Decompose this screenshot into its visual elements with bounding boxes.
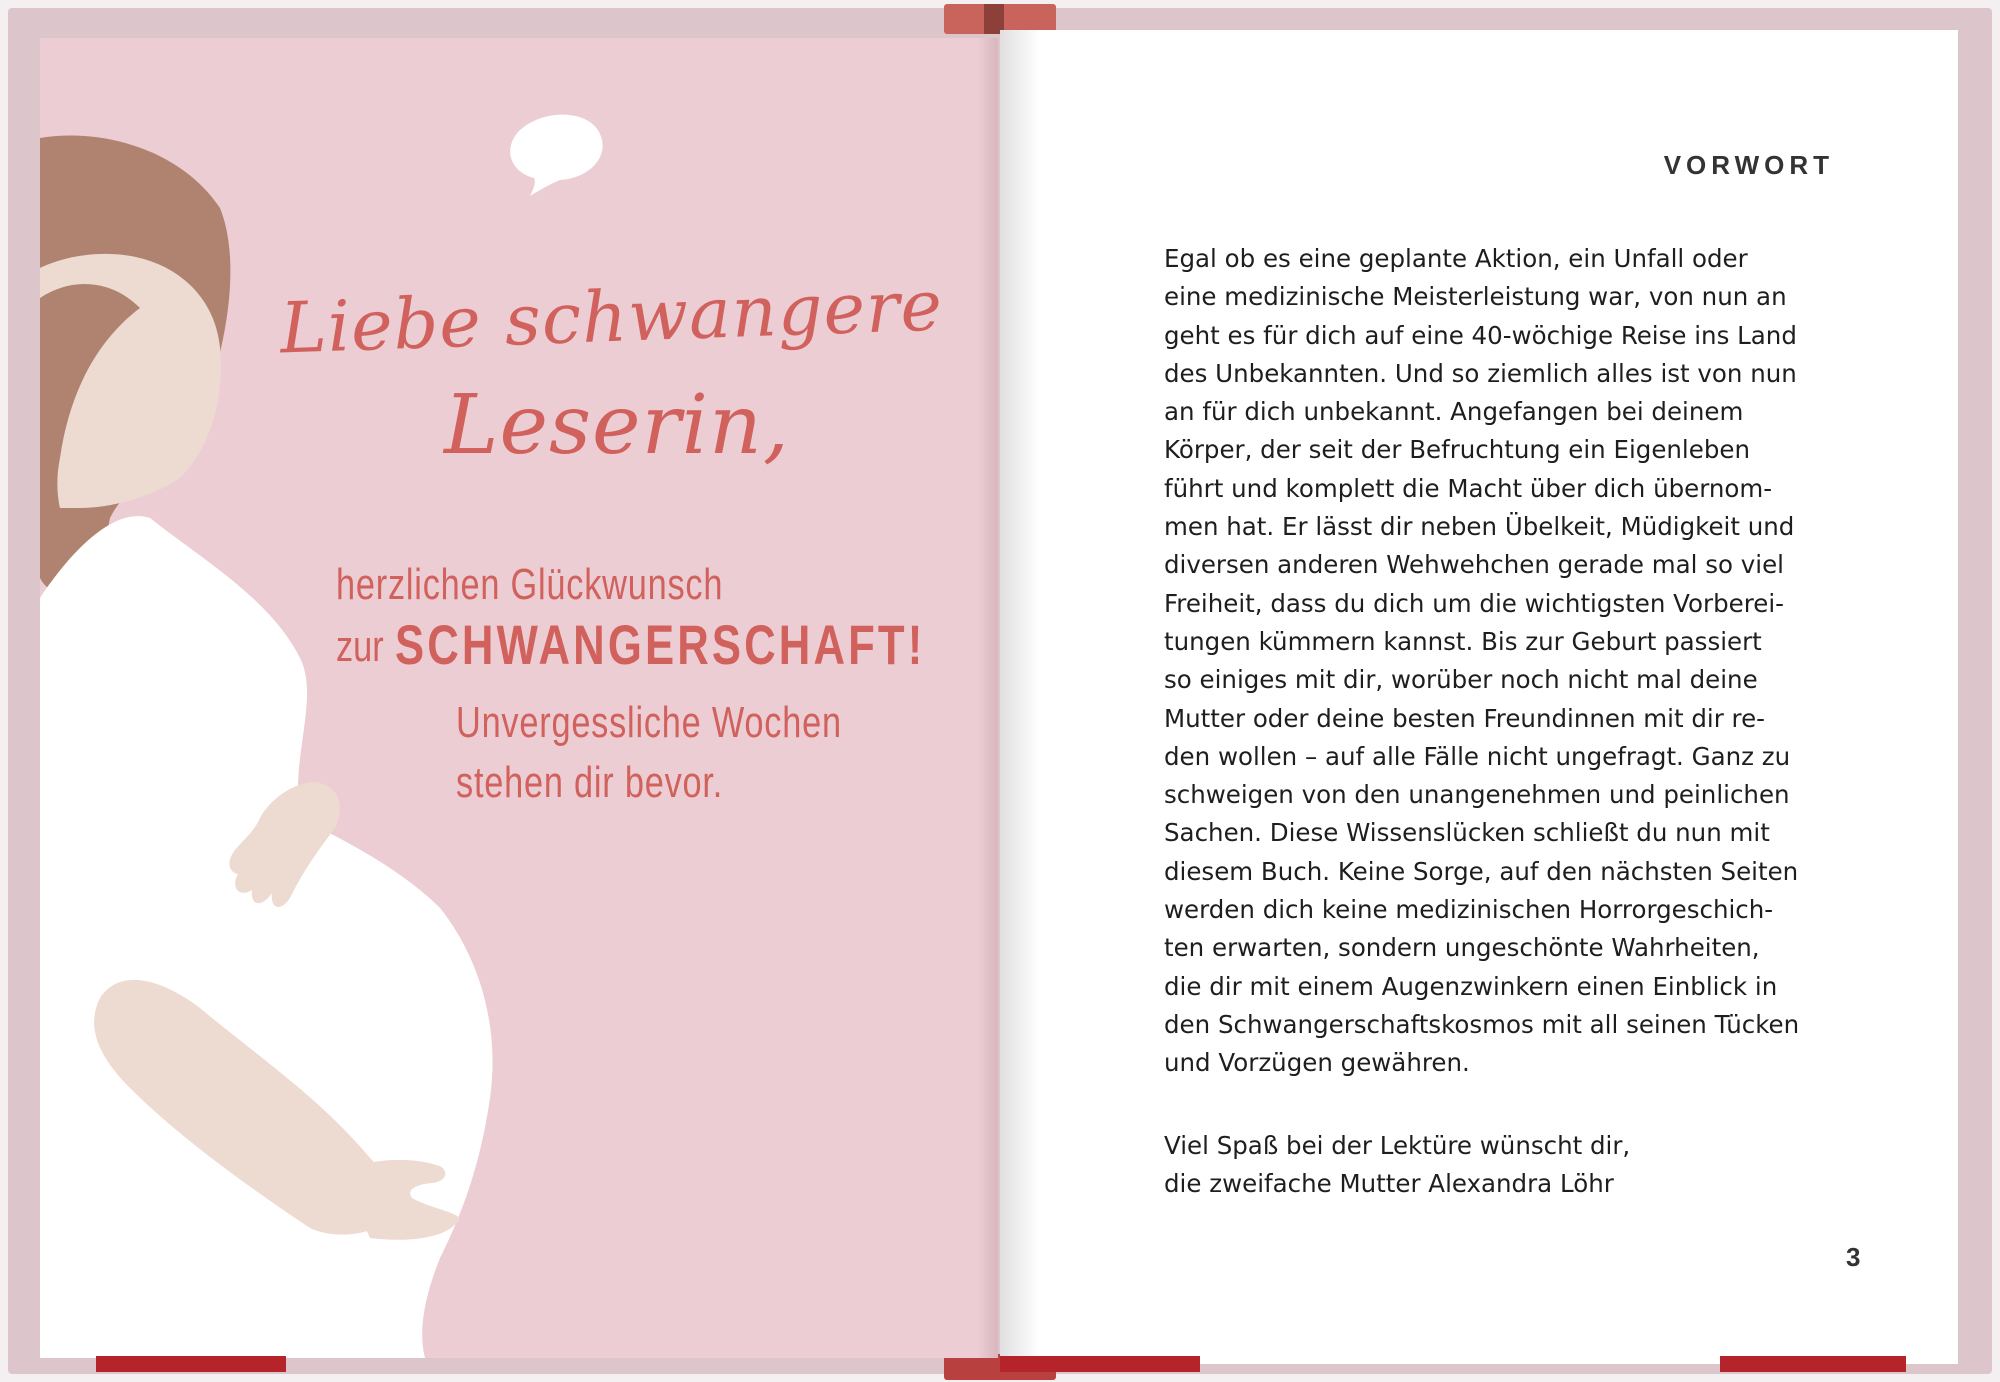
body-line: Freiheit, dass du dich um die wichtigsten Vorberei-	[1164, 588, 1784, 618]
body-line: tungen kümmern kannst. Bis zur Geburt passiert	[1164, 626, 1762, 656]
right-gutter-shadow	[1000, 30, 1040, 1364]
speech-bubble-icon	[510, 115, 602, 196]
body-line: den Schwangerschaftskosmos mit all seinen Tücken	[1164, 1009, 1800, 1039]
ribbon-bottom-left	[96, 1356, 286, 1372]
body-line: die dir mit einem Augenzwinkern einen Einblick in	[1164, 971, 1778, 1001]
greeting-line1: herzlichen Glückwunsch	[336, 560, 724, 609]
body-line: werden dich keine medizinischen Horrorgeschich-	[1164, 895, 1774, 925]
body-line: Sachen. Diese Wissenslücken schließt du nun mit	[1164, 818, 1770, 848]
foreword-body	[1164, 240, 1864, 1083]
ribbon-bottom-right	[1720, 1356, 1906, 1372]
body-line: an für dich unbekannt. Angefangen bei deinem	[1164, 397, 1744, 427]
body-line: und Vorzügen gewähren.	[1164, 1048, 1470, 1078]
greeting-line4: stehen dir bevor.	[456, 758, 724, 807]
body-line: Mutter oder deine besten Freundinnen mit dir re-	[1164, 703, 1766, 733]
closing-line2: die zweifache Mutter Alexandra Löhr	[1164, 1169, 1614, 1199]
script-title-line2: Leserin,	[444, 378, 790, 473]
closing-line1: Viel Spaß bei der Lektüre wünscht dir,	[1164, 1131, 1631, 1160]
section-title: VORWORT	[1663, 150, 1834, 180]
body-line: diesem Buch. Keine Sorge, auf den nächsten Seiten	[1164, 856, 1799, 886]
script-title-line1: Liebe schwangere	[278, 264, 945, 370]
body-line: Körper, der seit der Befruchtung ein Eigenleben	[1164, 435, 1750, 465]
greeting-line2-emphasis: SCHWANGERSCHAFT!	[395, 613, 926, 676]
body-line: führt und komplett die Macht über dich übernom-	[1164, 473, 1773, 503]
body-line: geht es für dich auf eine 40-wöchige Reise ins Land	[1164, 320, 1797, 350]
greeting-line2-prefix: zur	[336, 622, 384, 671]
left-gutter-shadow	[978, 38, 998, 1358]
body-line: ten erwarten, sondern ungeschönte Wahrheiten,	[1164, 933, 1760, 963]
body-line: den wollen – auf alle Fälle nicht ungefragt. Ganz zu	[1164, 741, 1791, 771]
ribbon-bottom-middle	[1000, 1356, 1200, 1372]
body-line: diversen anderen Wehwehchen gerade mal so viel	[1164, 550, 1784, 580]
body-line: des Unbekannten. Und so ziemlich alles ist von nun	[1164, 358, 1797, 388]
foreword-closing	[1164, 1127, 1864, 1204]
left-page	[40, 38, 998, 1358]
body-line: schweigen von den unangenehmen und peinlichen	[1164, 780, 1790, 810]
right-page	[1000, 30, 1958, 1364]
body-line: so einiges mit dir, worüber noch nicht mal deine	[1164, 665, 1758, 695]
body-line: men hat. Er lässt dir neben Übelkeit, Müdigkeit und	[1164, 512, 1795, 542]
greeting-line3: Unvergessliche Wochen	[456, 698, 842, 747]
page-number: 3	[1846, 1242, 1861, 1272]
body-line: Egal ob es eine geplante Aktion, ein Unfall oder	[1164, 244, 1748, 273]
body-line: eine medizinische Meisterleistung war, von nun an	[1164, 282, 1787, 312]
